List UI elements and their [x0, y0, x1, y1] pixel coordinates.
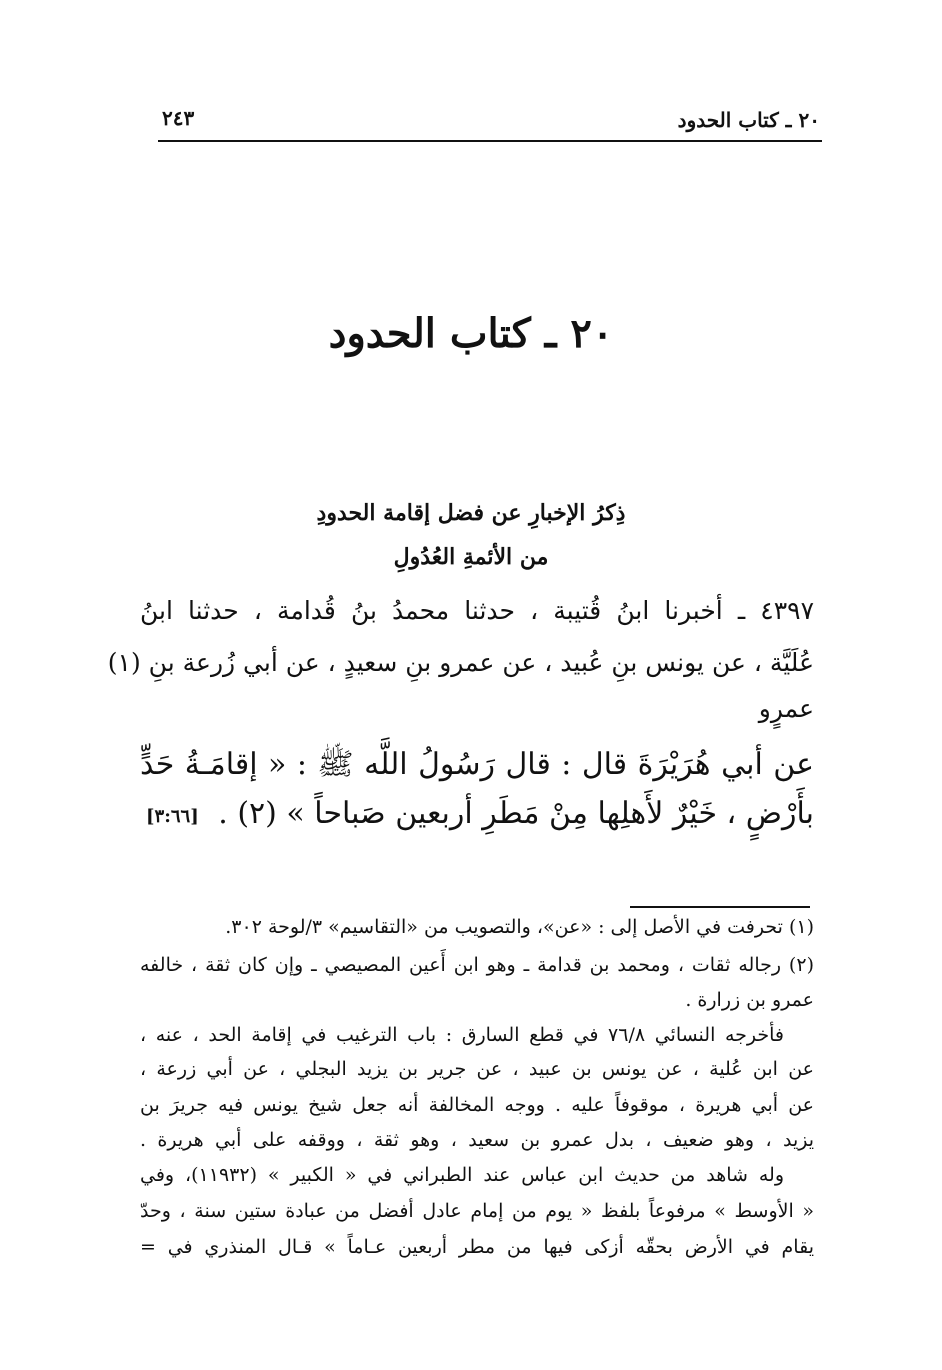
section-title-line-1: ذِكرُ الإخبارِ عن فضل إقامة الحدودِ	[316, 500, 626, 526]
page-number: ٢٤٣	[162, 106, 195, 130]
isnad-line: ٤٣٩٧ ـ أخبرنا ابنُ قُتيبة ، حدثنا محمدُ بنُ قُدامة ، حدثنا ابنُ	[140, 596, 814, 625]
hadith-reference: [٣:٦٦]	[146, 806, 199, 827]
section-title-line-2: من الأئمةِ العُدُولِ	[393, 544, 549, 570]
footnote-line: (١) تحرفت في الأصل إلى : «عن»، والتصويب من «التقاسيم» ٣/لوحة ٣٠٢.	[225, 916, 814, 938]
matn-line: بأَرْضٍ ، خَيْرٌ لأَهلِها مِنْ مَطَرِ أربعين صَباحاً » (٢) .	[218, 796, 814, 831]
footnote-line: فأخرجه النسائي ٧٦/٨ في قطع السارق : باب الترغيب في إقامة الحد ، عنه ،	[140, 1024, 785, 1046]
footnote-line: عن ابن عُلية ، عن يونس بن عبيد ، عن جرير بن يزيد البجلي ، عن أبي زرعة ،	[140, 1058, 814, 1080]
footnote-rule	[630, 906, 810, 908]
footnote-line: عمرو بن زرارة .	[685, 989, 814, 1011]
footnote-line: يزيد ، وهو ضعيف ، بدل عمرو بن سعيد ، وهو ثقة ، ووقفه على أبي هريرة .	[140, 1129, 814, 1151]
footnote-line: يقام في الأرض بحقّه أزكى فيها من مطر أربعين عـاماً » قـال المنذري في =	[140, 1236, 814, 1258]
chapter-title: ٢٠ ـ كتاب الحدود	[328, 310, 614, 357]
footnote-line: « الأوسط » مرفوعاً بلفظ « يوم من إمام عادل أفضل من عبادة ستين سنة ، وحدّ	[140, 1200, 814, 1222]
isnad-line: عُلَيَّة ، عن يونس بنِ عُبيد ، عن عمرو بنِ سعيدٍ ، عن أبي زُرعة بنِ (١)	[107, 648, 814, 677]
running-head: ٢٠ ـ كتاب الحدود	[677, 108, 820, 132]
footnote-line: عن أبي هريرة ، موقوفاً عليه . ووجه المخالفة أنه جعل شيخ يونس فيه جريرَ بن	[140, 1094, 814, 1116]
header-rule	[158, 140, 822, 142]
footnote-line: وله شاهد من حديث ابن عباس عند الطبراني في « الكبير » (١١٩٣٢)، وفي	[140, 1164, 784, 1186]
matn-line: عن أبي هُرَيْرَةَ قال : قال رَسُولُ اللَّه ﷺ : « إقامَـةُ حَدٍّ	[140, 747, 814, 782]
footnote-line: (٢) رجاله ثقات ، ومحمد بن قدامة ـ وهو ابن أَعين المصيصي ـ وإن كان ثقة ، خالفه	[140, 954, 814, 976]
isnad-line: عمرٍو	[758, 694, 814, 723]
